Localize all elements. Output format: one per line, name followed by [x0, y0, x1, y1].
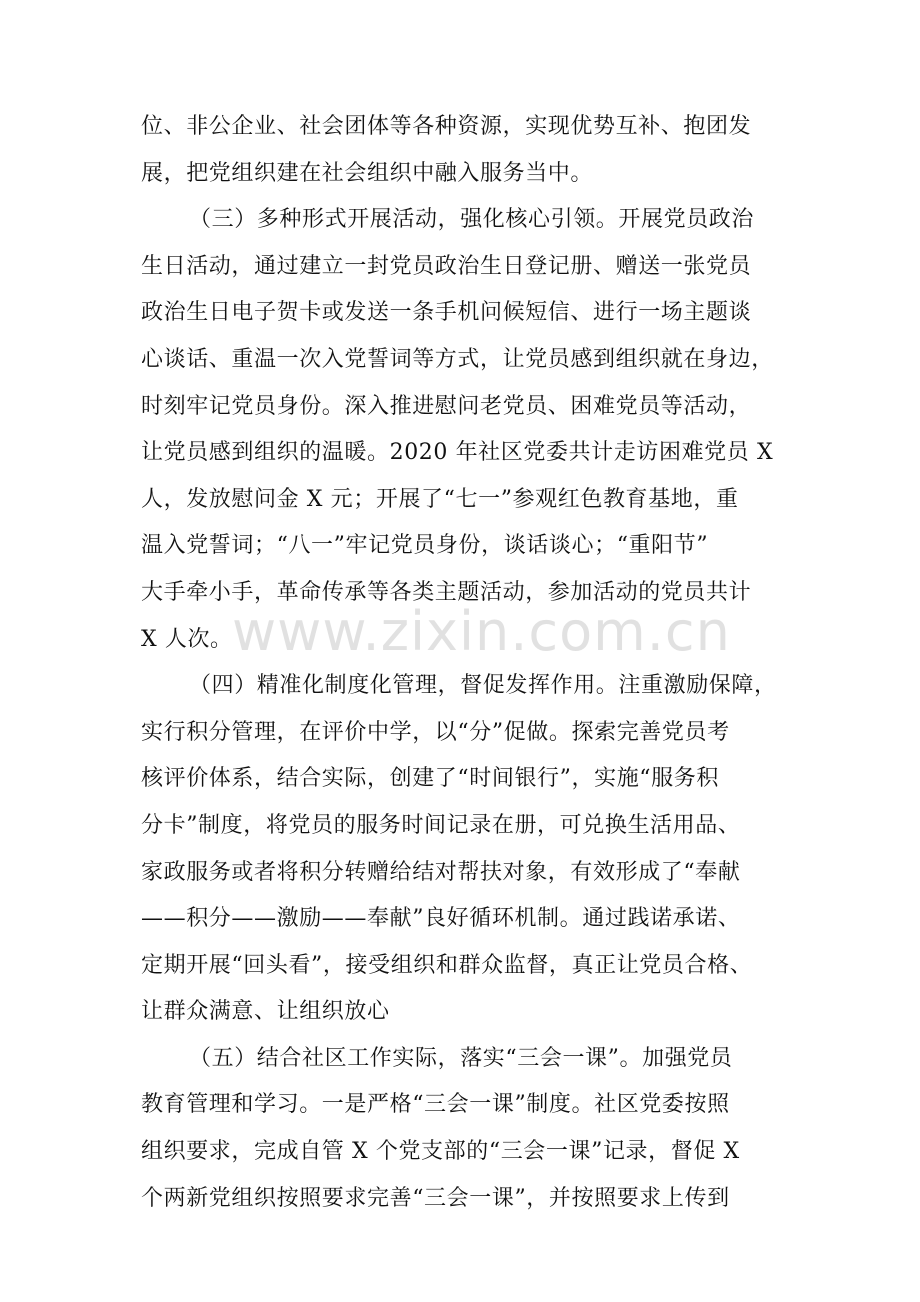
text-line: 人，发放慰问金 X 元；开展了“七一”参观红色教育基地，重	[141, 486, 739, 512]
watermark-text: www.zixin.com.cn	[232, 600, 731, 663]
text-line: 时刻牢记党员身份。深入推进慰问老党员、困难党员等活动，	[141, 393, 752, 419]
text-line: 家政服务或者将积分转赠给结对帮扶对象，有效形成了“奉献	[141, 859, 741, 885]
text-line: 位、非公企业、社会团体等各种资源，实现优势互补、抱团发	[141, 114, 752, 139]
text-line: 展，把党组织建在社会组织中融入服务当中。	[141, 160, 594, 186]
body-text	[141, 104, 821, 1222]
text-line: 教育管理和学习。一是严格“三会一课”制度。社区党委按照	[141, 1092, 730, 1118]
text-line: ——积分——激励——奉献”良好循环机制。通过践诺承诺、	[141, 906, 741, 932]
text-line: 温入党誓词；“八一”牢记党员身份，谈话谈心；“重阳节”	[141, 533, 709, 559]
text-line: 让党员感到组织的温暖。2020 年社区党委共计走访困难党员 X	[141, 440, 774, 466]
section-heading-line: （三）多种形式开展活动，强化核心引领。开展党员政治	[189, 207, 755, 233]
text-line: 实行积分管理，在评价中学，以“分”促做。探索完善党员考	[141, 719, 730, 745]
text-line: 心谈话、重温一次入党誓词等方式，让党员感到组织就在身边，	[141, 346, 774, 372]
text-line: 让群众满意、让组织放心	[141, 999, 390, 1025]
text-line: 大手牵小手，革命传承等各类主题活动，参加活动的党员共计	[141, 579, 752, 605]
text-line: 定期开展“回头看”，接受组织和群众监督，真正让党员合格、	[141, 952, 753, 978]
text-line: 核评价体系，结合实际，创建了“时间银行”，实施“服务积	[141, 766, 719, 792]
text-line: X 人次。	[141, 626, 233, 652]
text-line: 分卡”制度，将党员的服务时间记录在册，可兑换生活用品、	[141, 812, 741, 838]
section-heading-line: （四）精准化制度化管理，督促发挥作用。注重激励保障，	[189, 673, 777, 699]
text-line: 组织要求，完成自管 X 个党支部的“三会一课”记录，督促 X	[141, 1139, 740, 1165]
text-line: 政治生日电子贺卡或发送一条手机问候短信、进行一场主题谈	[141, 300, 752, 326]
section-heading-line: （五）结合社区工作实际，落实“三会一课”。加强党员	[189, 1045, 733, 1071]
text-line: 生日活动，通过建立一封党员政治生日登记册、赠送一张党员	[141, 253, 752, 279]
text-line: 个两新党组织按照要求完善“三会一课”，并按照要求上传到	[141, 1185, 730, 1211]
